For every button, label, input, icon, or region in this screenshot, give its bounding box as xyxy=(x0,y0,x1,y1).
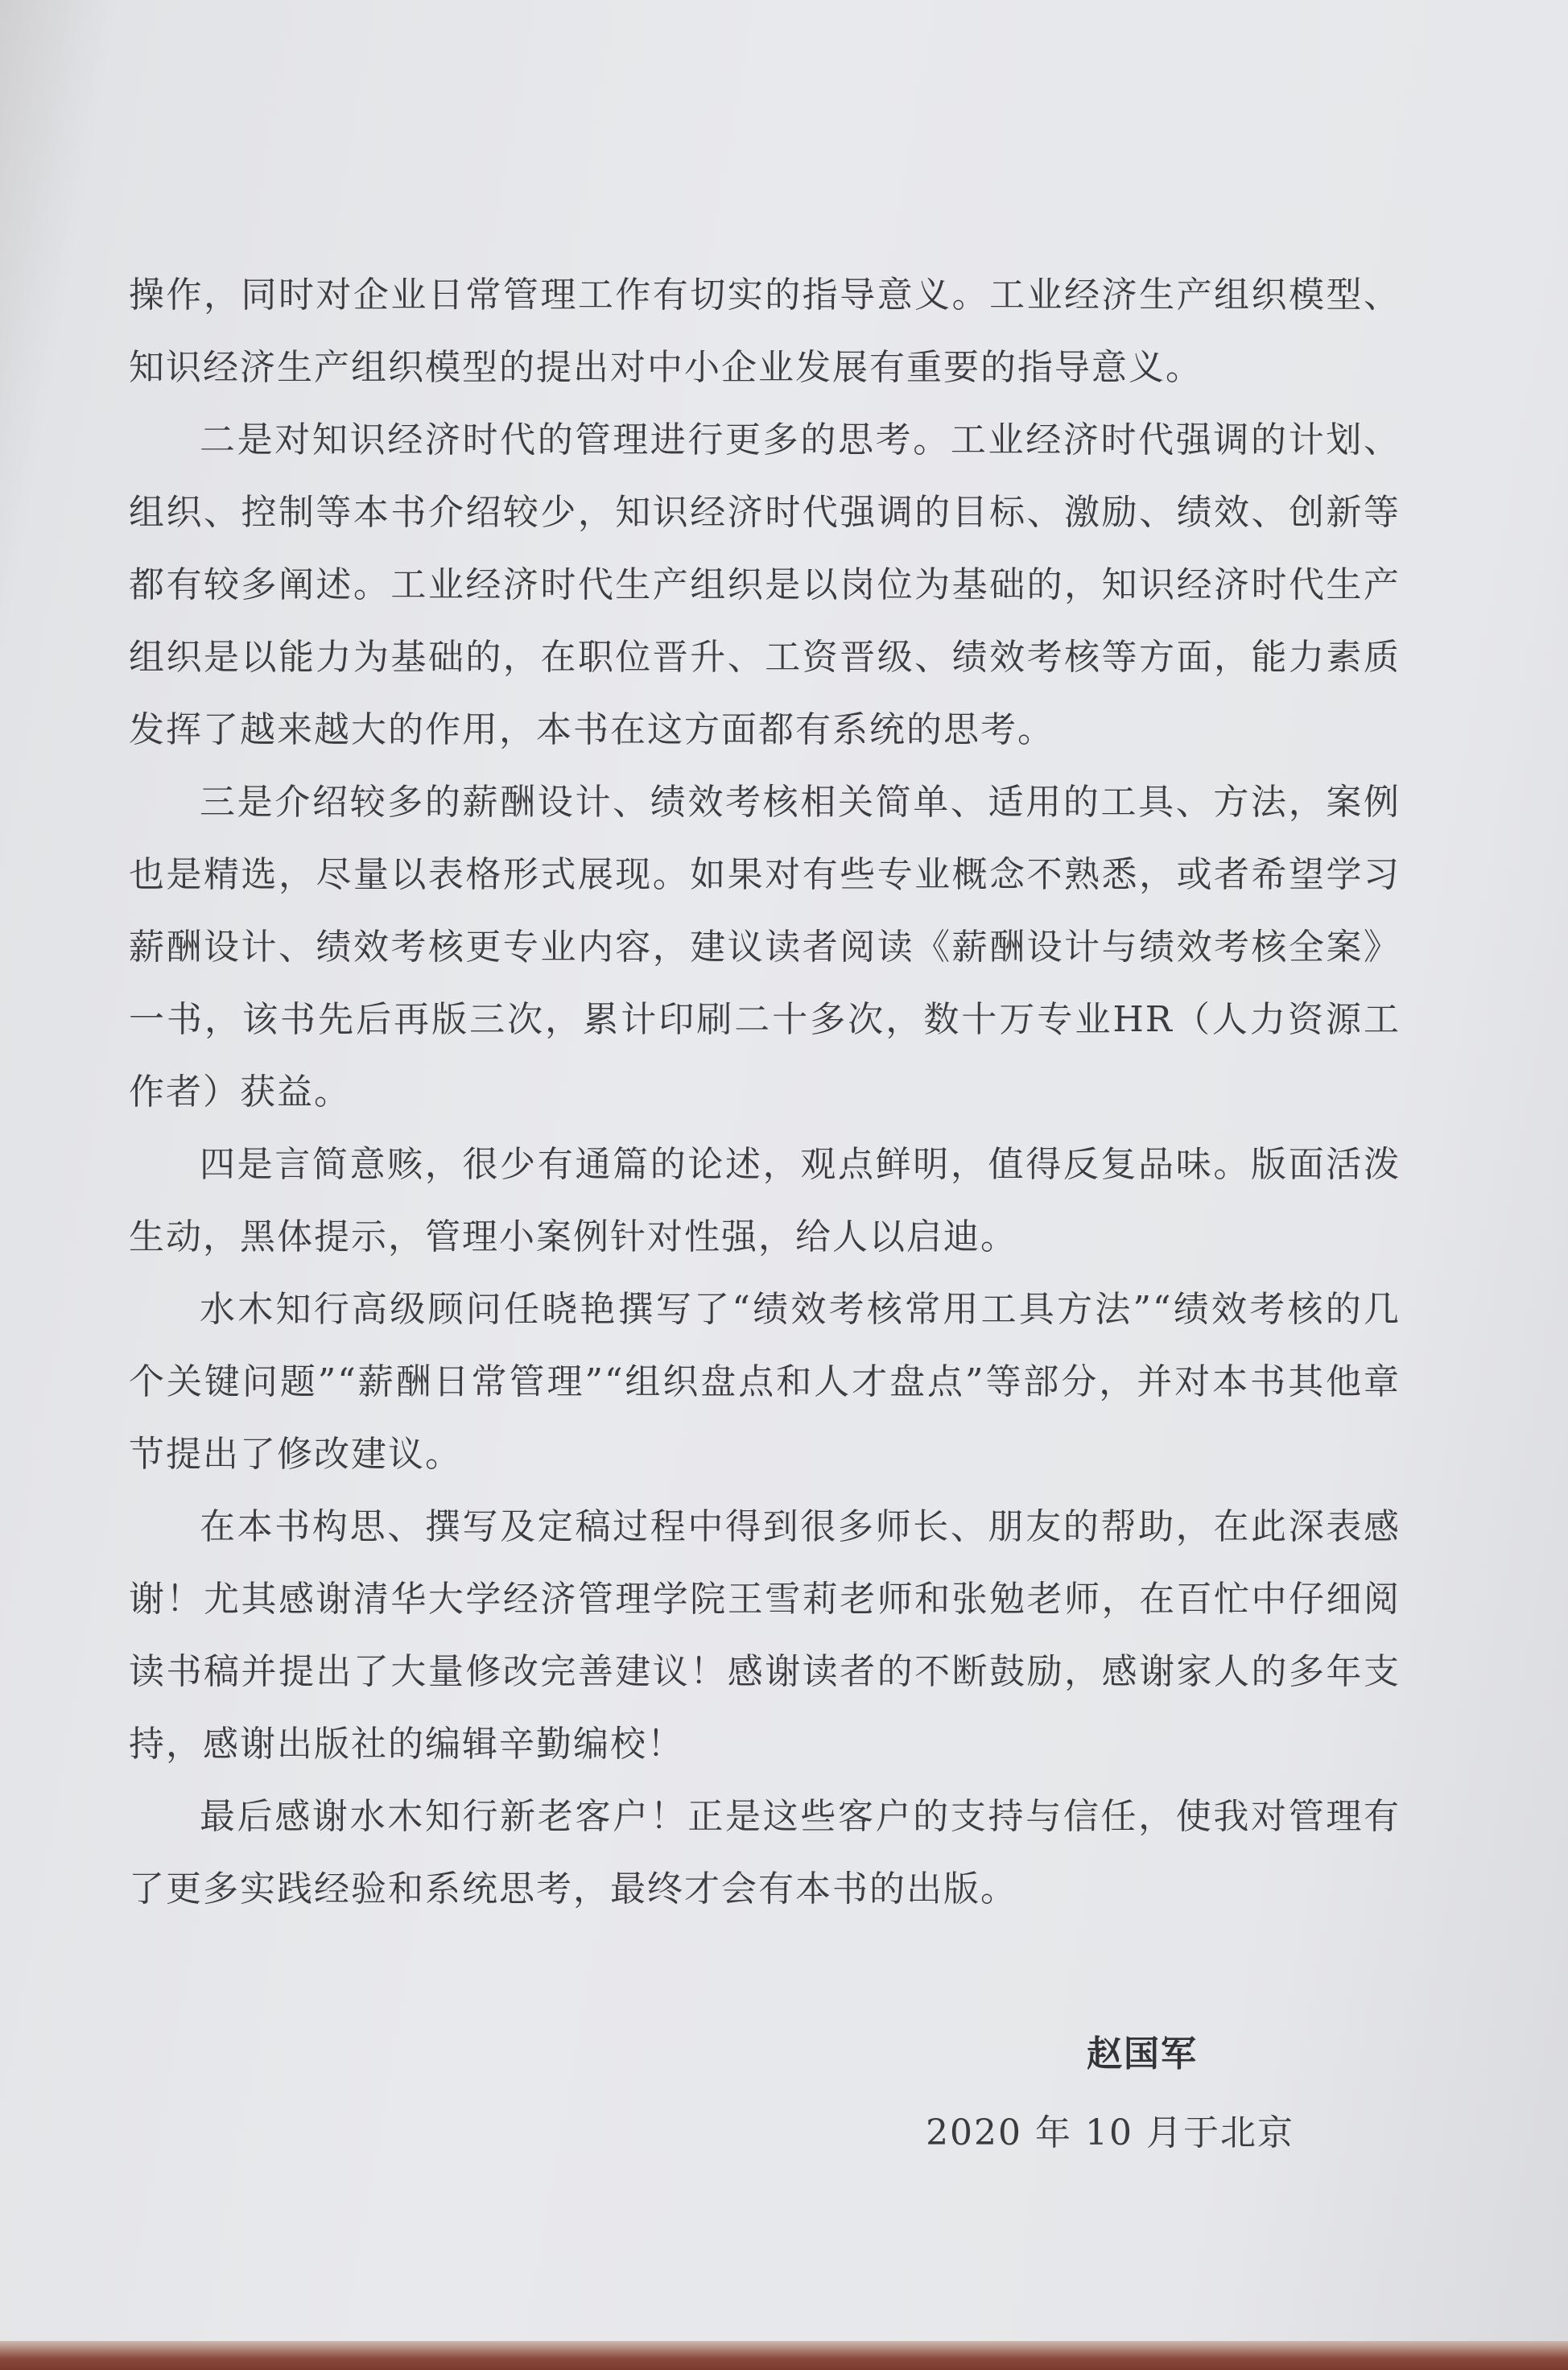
preface-body xyxy=(129,259,1401,1926)
paragraph-point-four: 四是言简意赅，很少有通篇的论述，观点鲜明，值得反复品味。版面活泼生动，黑体提示，管理小案例针对性强，给人以启迪。 xyxy=(129,1144,1401,1257)
table-surface-edge xyxy=(0,2341,1568,2370)
paragraph-point-two: 二是对知识经济时代的管理进行更多的思考。工业经济时代强调的计划、组织、控制等本书介绍较少，知识经济时代强调的目标、激励、绩效、创新等都有较多阐述。工业经济时代生产组织是以岗位为基础的，知识经济时代生产组织是以能力为基础的，在职位晋升、工资晋级、绩效考核等方面，能力素质发挥了越来越大的作用，本书在这方面都有系统的思考。 xyxy=(129,419,1401,750)
paragraph-acknowledgements: 在本书构思、撰写及定稿过程中得到很多师长、朋友的帮助，在此深表感谢！尤其感谢清华大学经济管理学院王雪莉老师和张勉老师，在百忙中仔细阅读书稿并提出了大量修改完善建议！感谢读者的不断鼓励，感谢家人的多年支持，感谢出版社的编辑辛勤编校！ xyxy=(129,1506,1401,1765)
paragraph-point-three: 三是介绍较多的薪酬设计、绩效考核相关简单、适用的工具、方法，案例也是精选，尽量以表格形式展现。如果对有些专业概念不熟悉，或者希望学习薪酬设计、绩效考核更专业内容，建议读者阅读《薪酬设计与绩效考核全案》一书，该书先后再版三次，累计印刷二十多次，数十万专业HR（人力资源工作者）获益。 xyxy=(129,782,1401,1113)
paragraph-contributor: 水木知行高级顾问任晓艳撰写了“绩效考核常用工具方法”“绩效考核的几个关键问题”“薪酬日常管理”“组织盘点和人才盘点”等部分，并对本书其他章节提出了修改建议。 xyxy=(129,1289,1401,1475)
author-signature: 赵国军 xyxy=(1087,2033,1198,2075)
paragraph-continuation: 操作，同时对企业日常管理工作有切实的指导意义。工业经济生产组织模型、知识经济生产组织模型的提出对中小企业发展有重要的指导意义。 xyxy=(129,275,1401,388)
paragraph-closing-thanks: 最后感谢水木知行新老客户！正是这些客户的支持与信任，使我对管理有了更多实践经验和系统思考，最终才会有本书的出版。 xyxy=(129,1796,1401,1910)
signature-date-place: 2020 年 10 月于北京 xyxy=(926,2112,1294,2153)
